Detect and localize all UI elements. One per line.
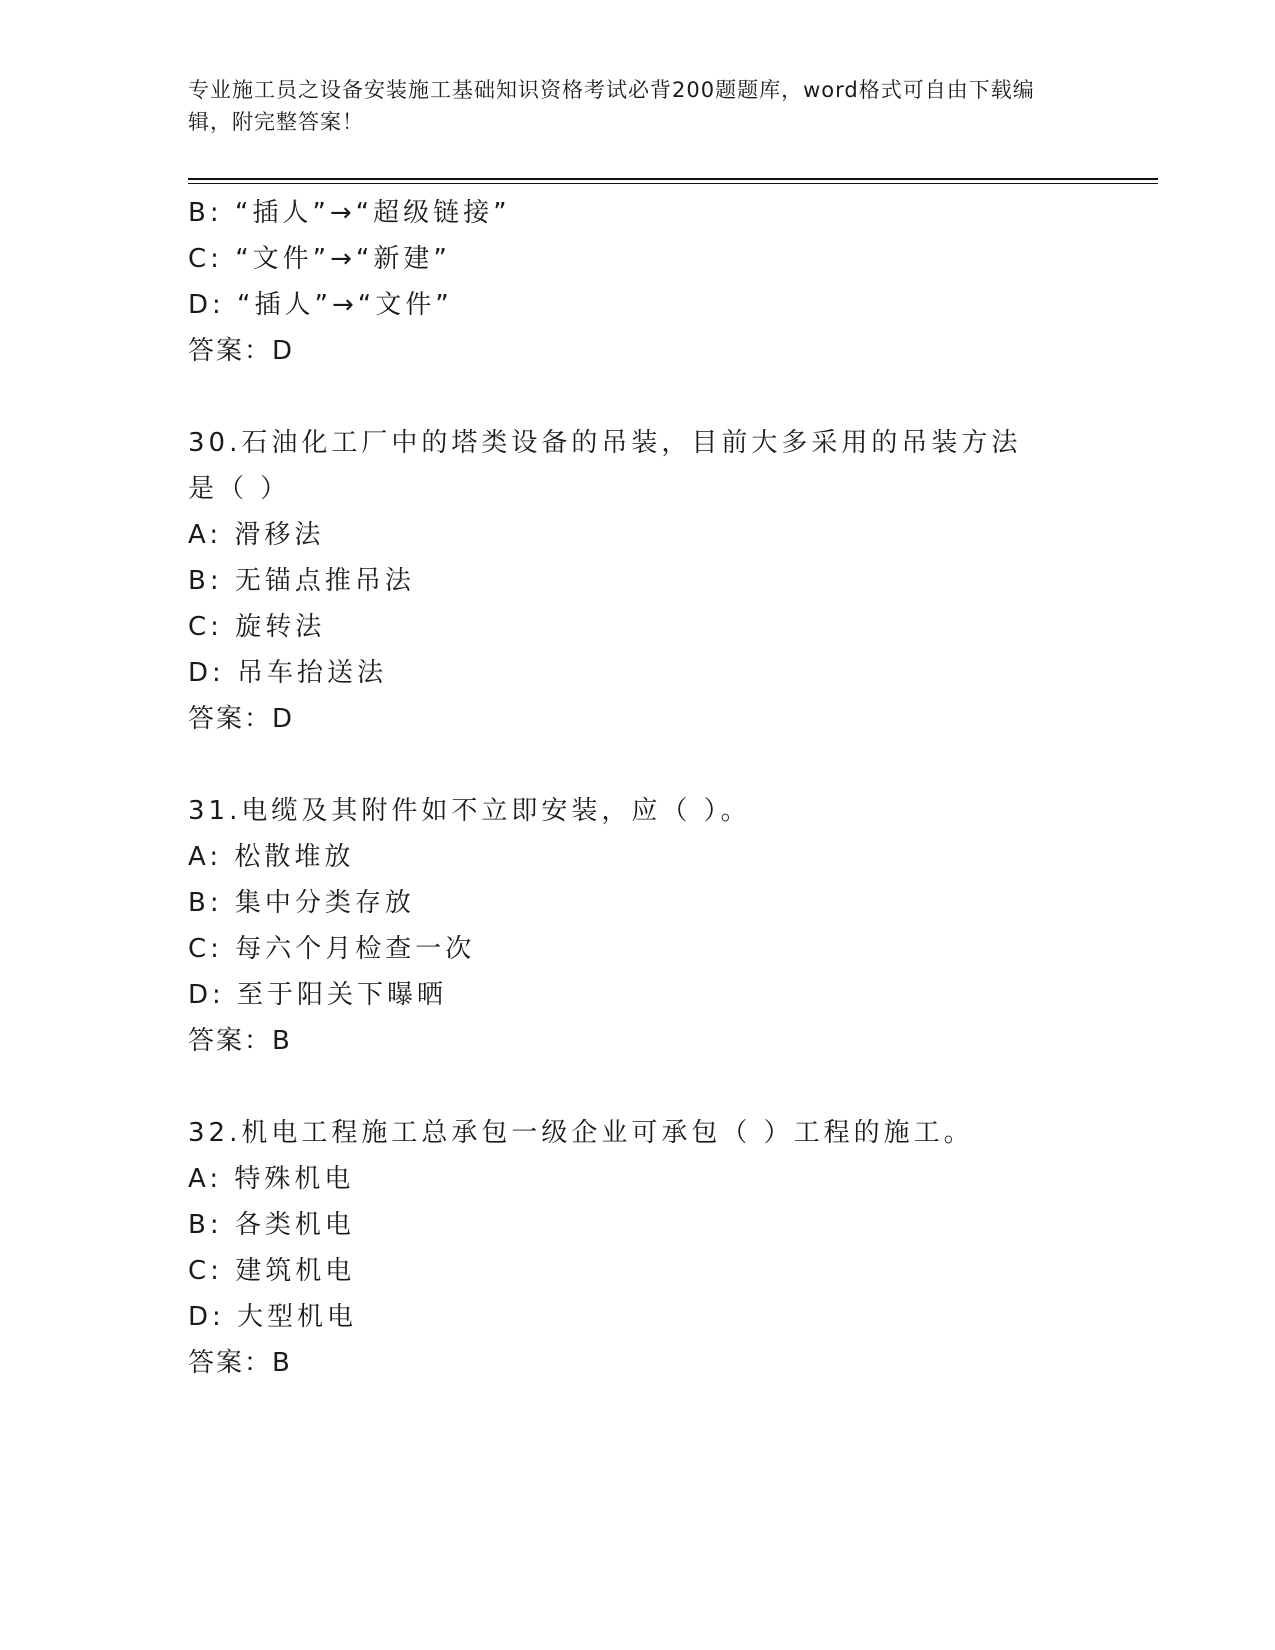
question-block-31 (188, 788, 1088, 1064)
answer-line: 答案：B (188, 1348, 292, 1378)
option-d: D: “插人”→“文件” (188, 290, 453, 320)
document-header: 专业施工员之设备安装施工基础知识资格考试必背200题题库，word格式可自由下载编辑，附完整答案！ (188, 78, 1035, 134)
option-c: C: 每六个月检查一次 (188, 934, 476, 964)
question-block-29 (188, 190, 1088, 374)
option-b: B: “插人”→“超级链接” (188, 198, 511, 228)
header-rule-thin (188, 183, 1158, 184)
option-c: C: 建筑机电 (188, 1256, 356, 1286)
option-c: C: “文件”→“新建” (188, 244, 451, 274)
option-d: D: 大型机电 (188, 1302, 358, 1332)
option-d: D: 吊车抬送法 (188, 658, 388, 688)
question-block-30 (188, 420, 1088, 742)
question-stem: 31.电缆及其附件如不立即安装，应（ ）。 (188, 796, 751, 826)
answer-line: 答案：D (188, 336, 295, 366)
option-b: B: 无锚点推吊法 (188, 566, 415, 596)
option-a: A: 松散堆放 (188, 842, 355, 872)
document-content (188, 190, 1088, 1386)
option-b: B: 集中分类存放 (188, 888, 415, 918)
question-block-32 (188, 1110, 1088, 1386)
question-stem: 32.机电工程施工总承包一级企业可承包（ ）工程的施工。 (188, 1118, 974, 1148)
answer-line: 答案：D (188, 704, 295, 734)
option-a: A: 滑移法 (188, 520, 325, 550)
header-rule-thick (188, 178, 1158, 180)
answer-line: 答案：B (188, 1026, 292, 1056)
option-a: A: 特殊机电 (188, 1164, 355, 1194)
option-c: C: 旋转法 (188, 612, 326, 642)
option-b: B: 各类机电 (188, 1210, 355, 1240)
option-d: D: 至于阳关下曝晒 (188, 980, 448, 1010)
question-stem: 30.石油化工厂中的塔类设备的吊装，目前大多采用的吊装方法是（ ） (188, 428, 1022, 504)
